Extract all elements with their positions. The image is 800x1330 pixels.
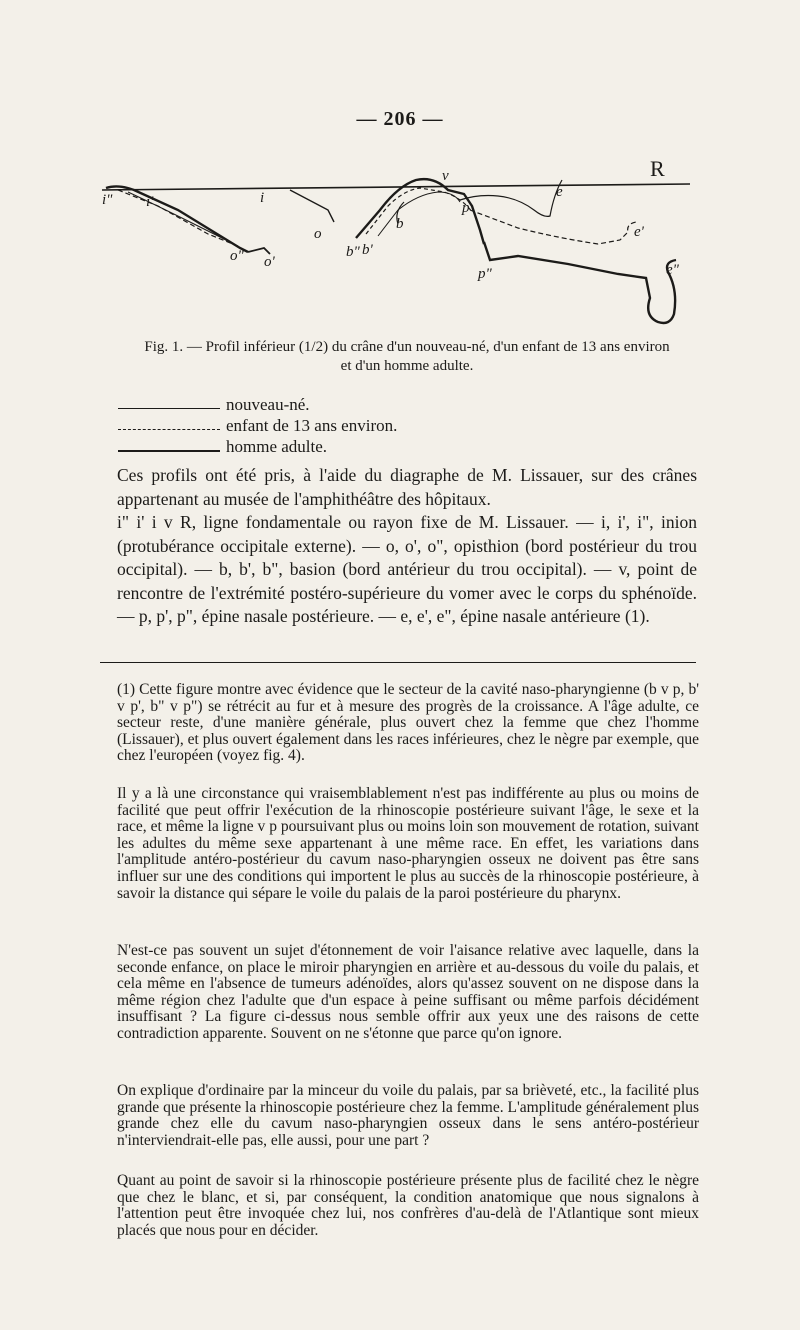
- legend-row-newborn: [118, 394, 397, 415]
- legend-label-newborn: nouveau-né.: [226, 394, 310, 414]
- label-b-prime: b': [362, 242, 373, 258]
- footnote-paragraph-4: [117, 1083, 699, 1149]
- label-p-double-prime: p": [478, 266, 492, 282]
- fundamental-line: [102, 184, 690, 190]
- explanation-paragraph-1: Ces profils ont été pris, à l'aide du diagraphe de M. Lissauer, sur des crânes appartenant au musée de l'amphithéâtre des hôpitaux.: [117, 465, 697, 509]
- label-i: i: [260, 190, 265, 206]
- footnote-text-1: (1) Cette figure montre avec évidence que le secteur de la cavité naso-pharyngienne (b v p, b' v p', b" v p") se rétrécit au fur et à mesure des progrès de la croissance. A l'âge adulte, ce secteur reste, d'une manière générale, plus ouvert chez la femme que chez l'homme (Lissauer), et plus ouvert également dans les races inférieures, chez le nègre par exemple, que chez l'européen (voyez fig. 4).: [117, 681, 699, 765]
- explanation-paragraph-2: i" i' i v R, ligne fondamentale ou rayon fixe de M. Lissauer. — i, i', i", inion (protubérance occipitale externe). — o, o', o", opisthion (bord postérieur du trou occipital). — b, b', b", basion (bord antérieur du trou occipital). — v, point de rencontre de l'extrémité postéro-supérieure du vomer avec le corps du sphénoïde. — p, p', p", épine nasale postérieure. — e, e', e", épine nasale antérieure (1).: [117, 512, 697, 626]
- label-v: v: [442, 168, 449, 184]
- profile-child-basion: [366, 188, 472, 234]
- profile-child-occipital: [118, 190, 238, 246]
- label-e-double-prime: e": [666, 262, 679, 278]
- legend-line-thick: [118, 450, 220, 452]
- caption-line-1: Fig. 1. — Profil inférieur (1/2) du crâne d'un nouveau-né, d'un enfant de 13 ans environ: [144, 339, 670, 355]
- caption-line-2: et d'un homme adulte.: [340, 358, 474, 374]
- legend-line-thin: [118, 408, 220, 409]
- label-o-prime: o': [264, 254, 275, 270]
- label-R: R: [650, 156, 665, 181]
- legend-label-child: enfant de 13 ans environ.: [226, 415, 398, 435]
- label-p: p: [462, 200, 470, 216]
- label-e: e: [556, 184, 563, 200]
- label-o: o: [314, 226, 322, 242]
- footnote-divider: [100, 662, 696, 663]
- footnote-text-2: Il y a là une circonstance qui vraisemblablement n'est pas indifférente au plus ou moins de facilité que peut offrir l'exécution de la rhinoscopie postérieure suivant l'âge, le sexe et la race, et même la ligne v p poursuivant plus ou moins loin son mouvement de rotation, suivant les adultes du même sexe appartenant à une même race. En effet, les variations dans l'amplitude antéro-postérieur du cavum naso-pharyngien osseux ne doivent pas être sans influer sur une des conditions qui importent le plus au succès de la rhinoscopie postérieure, à savoir la distance qui sépare le voile du palais de la paroi postérieure du pharynx.: [117, 785, 699, 902]
- footnote-paragraph-2: [117, 786, 699, 902]
- footnote-text-4: On explique d'ordinaire par la minceur du voile du palais, par sa brièveté, etc., la facilité plus grande que présente la rhinoscopie postérieure chez la femme. L'amplitude généralement plus grande chez elle du cavum naso-pharyngien osseux dans le sens antéro-postérieur n'interviendrait-elle pas, elle aussi, pour une part ?: [117, 1082, 699, 1149]
- label-o-double-prime: o": [230, 248, 244, 264]
- label-i-prime: i': [146, 194, 154, 210]
- skull-profile-diagram: [98, 150, 710, 340]
- footnote-text-3: N'est-ce pas souvent un sujet d'étonnement de voir l'aisance relative avec laquelle, dans la seconde enfance, on place le miroir pharyngien en arrière et au-dessous du voile du palais, et cela même en l'absence de tumeurs adénoïdes, alors qu'assez souvent on ne dispose dans la même région chez l'adulte que d'un espace à peine suffisant ou même parfois décidément insuffisant ? La figure ci-dessus nous semble offrir aux yeux une des raisons de cette contradiction apparente. Souvent on ne s'étonne que parce qu'on ignore.: [117, 942, 699, 1042]
- footnote-text-5: Quant au point de savoir si la rhinoscopie postérieure présente plus de facilité chez le nègre que chez le blanc, et si, par conséquent, la condition anatomique que nous signalons à l'attention peut être invoquée chez lui, nos confrères d'au-delà de l'Atlantique sont mieux placés que nous pour en décider.: [117, 1172, 699, 1239]
- figure-skull-profiles: [98, 150, 710, 340]
- profile-adult-occipital: [106, 186, 248, 252]
- profile-adult-palate: [484, 242, 676, 323]
- footnote-paragraph-5: [117, 1173, 699, 1239]
- legend-row-child: [118, 415, 397, 436]
- label-b-double-prime: b": [346, 244, 360, 260]
- figure-caption: [112, 338, 702, 376]
- profile-newborn-occipital: [128, 192, 230, 242]
- legend-label-adult: homme adulte.: [226, 436, 328, 456]
- label-b: b: [396, 216, 404, 232]
- legend-row-adult: [118, 436, 397, 457]
- page-number: — 206 —: [356, 108, 444, 130]
- profile-child-palate: [470, 210, 636, 244]
- label-i-double-prime: i": [102, 192, 113, 208]
- footnote-paragraph-1: [117, 682, 699, 765]
- figure-legend: [118, 394, 397, 457]
- footnote-paragraph-3: [117, 943, 699, 1043]
- figure-explanation: [117, 464, 697, 629]
- legend-line-dashed: [118, 429, 220, 430]
- label-e-prime: e': [634, 224, 644, 240]
